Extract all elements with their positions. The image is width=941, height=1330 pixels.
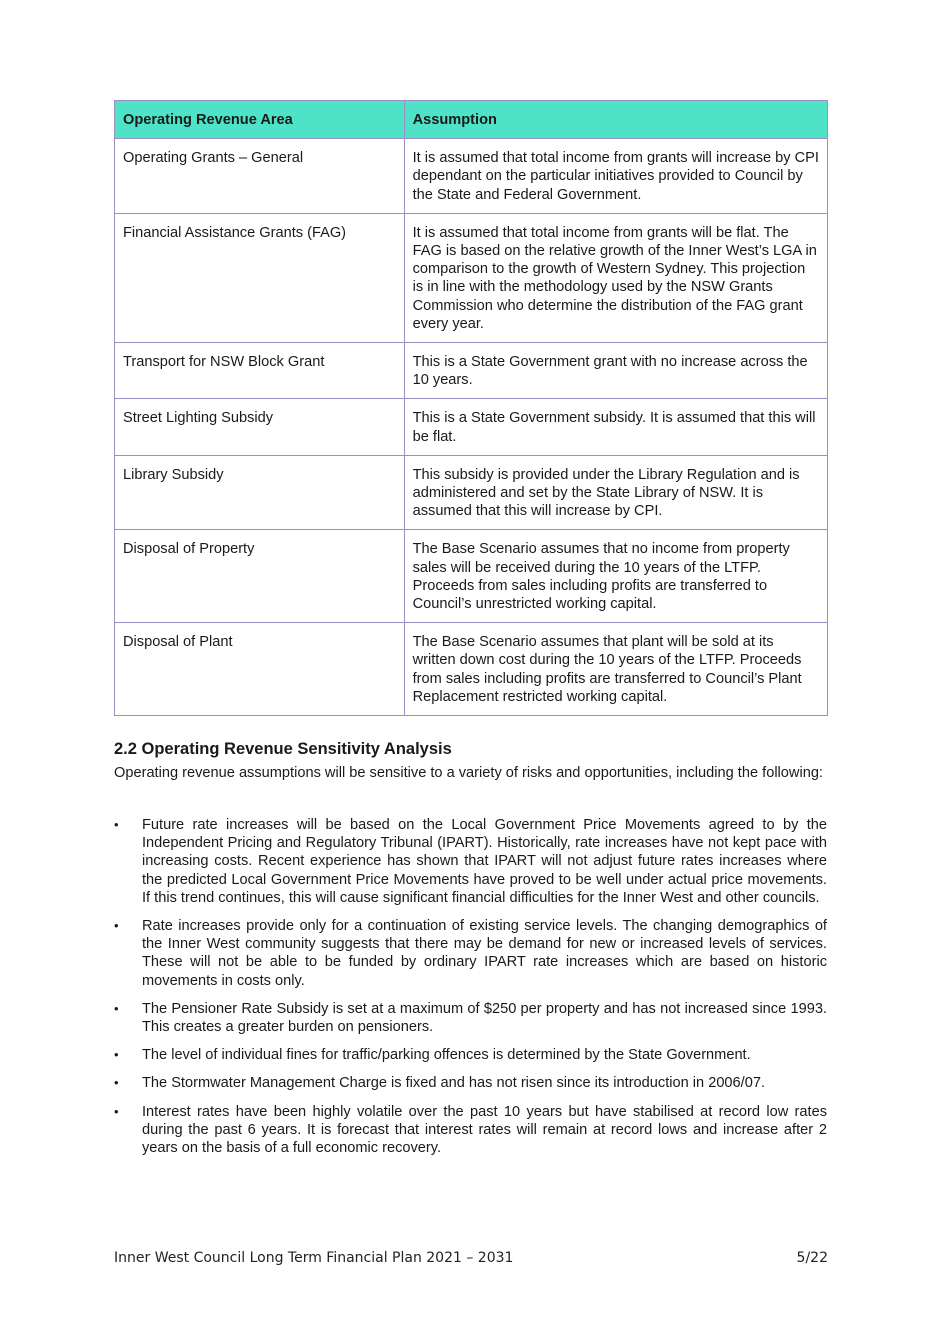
list-item-text: Future rate increases will be based on the Local Government Price Movements agreed to by the Independent Pricing and Regulatory Tribunal (IPART). Historically, rate increases have not kept pace with increasing costs. Recent experience has shown that IPART will not adjust future rates increases where the predicted Local Government Price Movements have proved to be well under actual price movements. If this trend continues, this will cause significant financial difficulties for the Inner West and other councils. [142, 817, 827, 906]
table-header-row [115, 101, 828, 139]
assumption-cell: The Base Scenario assumes that plant will be sold at its written down cost during the 10 years of the LTFP. Proceeds from sales including profits are transferred to Council’s Plant Replacement restricted working capital. [404, 623, 827, 716]
revenue-assumptions-table [114, 100, 828, 716]
sensitivity-bullet-list [114, 816, 827, 1167]
bullet-icon: • [114, 1000, 119, 1016]
list-item-text: The Stormwater Management Charge is fixed and has not risen since its introduction in 2006/07. [142, 1075, 766, 1092]
list-item [114, 1103, 827, 1158]
bullet-icon: • [114, 1047, 119, 1063]
list-item [114, 816, 827, 907]
list-item-text: The level of individual fines for traffic/parking offences is determined by the State Government. [142, 1047, 751, 1064]
column-header-assumption: Assumption [404, 101, 827, 139]
table-row [115, 530, 828, 623]
bullet-icon: • [114, 1103, 119, 1119]
assumption-cell: This is a State Government subsidy. It is assumed that this will be flat. [404, 399, 827, 455]
revenue-area-cell: Financial Assistance Grants (FAG) [115, 213, 405, 342]
bullet-icon: • [114, 918, 119, 934]
table-row [115, 343, 828, 399]
table-row [115, 139, 828, 214]
revenue-area-cell: Street Lighting Subsidy [115, 399, 405, 455]
page-footer [114, 1250, 828, 1266]
section-intro: Operating revenue assumptions will be sensitive to a variety of risks and opportunities, including the following: [114, 765, 823, 781]
footer-page-number: 5/22 [796, 1250, 828, 1266]
revenue-area-cell: Library Subsidy [115, 455, 405, 530]
assumption-cell: It is assumed that total income from grants will increase by CPI dependant on the particular initiatives provided to Council by the State and Federal Government. [404, 139, 827, 214]
bullet-icon: • [114, 817, 119, 832]
list-item-text: Rate increases provide only for a continuation of existing service levels. The changing demographics of the Inner West community suggests that there may be demand for new or increased levels of services. These will not be able to be funded by ordinary IPART rate increases which are based on historic movements in costs only. [142, 918, 827, 989]
assumption-cell: This subsidy is provided under the Library Regulation and is administered and set by the State Library of NSW. It is assumed that this will increase by CPI. [404, 455, 827, 530]
list-item [114, 1046, 827, 1064]
footer-document-title: Inner West Council Long Term Financial Plan 2021 – 2031 [114, 1250, 514, 1266]
list-item [114, 917, 827, 990]
assumption-cell: This is a State Government grant with no increase across the 10 years. [404, 343, 827, 399]
revenue-area-cell: Operating Grants – General [115, 139, 405, 214]
list-item [114, 1074, 827, 1092]
revenue-area-cell: Disposal of Property [115, 530, 405, 623]
list-item [114, 1000, 827, 1036]
table-row [115, 213, 828, 342]
list-item-text: Interest rates have been highly volatile over the past 10 years but have stabilised at record low rates during the past 6 years. It is forecast that interest rates will remain at record lows and increase after 2 years on the basis of a full economic recovery. [142, 1103, 827, 1157]
table-row [115, 455, 828, 530]
column-header-area: Operating Revenue Area [115, 101, 405, 139]
bullet-icon: • [114, 1075, 119, 1091]
section-heading: 2.2 Operating Revenue Sensitivity Analysis [114, 740, 452, 758]
revenue-area-cell: Disposal of Plant [115, 623, 405, 716]
table-row [115, 623, 828, 716]
list-item-text: The Pensioner Rate Subsidy is set at a maximum of $250 per property and has not increased since 1993. This creates a greater burden on pensioners. [142, 1000, 827, 1036]
assumption-cell: It is assumed that total income from grants will be flat. The FAG is based on the relative growth of the Inner West’s LGA in comparison to the growth of Western Sydney. This projection is in line with the methodology used by the NSW Grants Commission who determine the distribution of the FAG grant every year. [404, 213, 827, 342]
table-row [115, 399, 828, 455]
assumption-cell: The Base Scenario assumes that no income from property sales will be received during the 10 years of the LTFP. Proceeds from sales including profits are transferred to Council’s unrestricted working capital. [404, 530, 827, 623]
revenue-area-cell: Transport for NSW Block Grant [115, 343, 405, 399]
